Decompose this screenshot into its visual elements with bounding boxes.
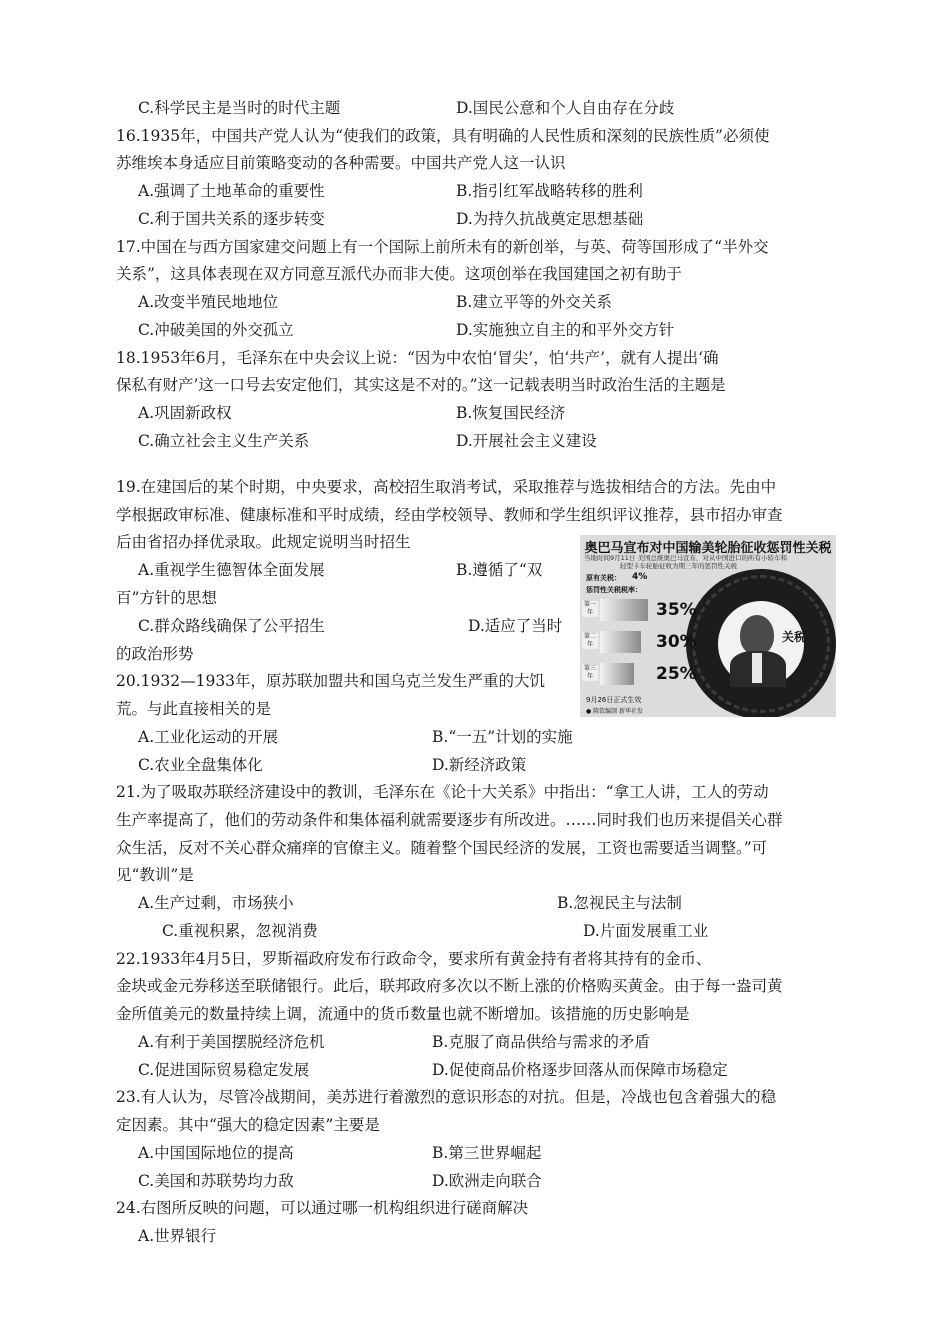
- tariff-infographic: [580, 535, 836, 717]
- q17-option-d: D.实施独立自主的和平外交方针: [456, 321, 675, 339]
- q21-stem-line3: 众生活，反对不关心群众痛痒的官僚主义。随着整个国民经济的发展，工资也需要适当调整。”可: [116, 839, 768, 857]
- q24-option-a: A.世界银行: [138, 1227, 217, 1245]
- q22-option-b: B.克服了商品供给与需求的矛盾: [432, 1033, 650, 1051]
- q23-option-a: A.中国国际地位的提高: [138, 1144, 294, 1162]
- q22-stem-line3: 金所值美元的数量持续上调，流通中的货币数量也就不断增加。该措施的历史影响是: [116, 1005, 690, 1023]
- q15-option-c: C.科学民主是当时的时代主题: [138, 99, 341, 117]
- q21-stem-line1: 21.为了吸取苏联经济建设中的教训，毛泽东在《论十大关系》中指出：“拿工人讲，工人的劳动: [116, 783, 769, 801]
- base-tariff-rate: 4%: [632, 572, 648, 582]
- q18-option-a: A.巩固新政权: [138, 404, 232, 422]
- q22-stem-line1: 22.1933年4月5日，罗斯福政府发布行政命令，要求所有黄金持有者将其持有的金币、: [116, 950, 712, 968]
- q21-option-b: B.忽视民主与法制: [557, 894, 682, 912]
- q18-stem-line2: 保私有财产’这一口号去安定他们，其实这是不对的。”这一记载表明当时政治生活的主题是: [116, 376, 726, 394]
- base-tariff-label: 原有关税：: [586, 574, 621, 582]
- q17-stem-line2: 关系”，这具体表现在双方同意互派代办而非大使。这项创举在我国建国之初有助于: [116, 265, 682, 283]
- q19-option-d-cont: 的政治形势: [116, 645, 194, 663]
- q17-option-b: B.建立平等的外交关系: [456, 293, 612, 311]
- infographic-subtitle-1: 当地时间9月11日 美国总统奥巴马宣布，对从中国进口的所有小轿车和: [584, 554, 787, 562]
- q22-option-d: D.促使商品价格逐步回落从而保障市场稳定: [432, 1061, 728, 1079]
- q16-option-d: D.为持久抗战奠定思想基础: [456, 210, 644, 228]
- q20-option-c: C.农业全盘集体化: [138, 756, 263, 774]
- q21-option-d: D.片面发展重工业: [583, 922, 709, 940]
- q23-stem-line2: 定因素。其中“强大的稳定因素”主要是: [116, 1116, 380, 1134]
- tariff-bar-value: 30%: [656, 632, 697, 652]
- q21-option-c: C.重视积累，忽视消费: [162, 922, 318, 940]
- q15-option-d: D.国民公意和个人自由存在分歧: [456, 99, 675, 117]
- q21-option-a: A.生产过剩，市场狭小: [138, 894, 294, 912]
- q23-stem-line1: 23.有人认为，尽管冷战期间，美苏进行着激烈的意识形态的对抗。但是，冷战也包含着强大的稳: [116, 1088, 777, 1106]
- q17-option-a: A.改变半殖民地地位: [138, 293, 279, 311]
- tariff-bar: [600, 631, 641, 653]
- infographic-credit: ● 陈钦编制 新华社发: [586, 708, 644, 715]
- q19-option-a: A.重视学生德智体全面发展: [138, 561, 325, 579]
- bar-year-label: 第二年: [583, 633, 596, 648]
- q23-option-d: D.欧洲走向联合: [432, 1172, 542, 1190]
- q19-option-b-cont: 百”方针的思想: [116, 589, 217, 607]
- q17-stem-line1: 17.中国在与西方国家建交问题上有一个国际上前所未有的新创举，与英、荷等国形成了“半外交: [116, 238, 769, 256]
- portrait-head: [740, 615, 774, 655]
- q23-option-b: B.第三世界崛起: [432, 1144, 542, 1162]
- tariff-bar: [600, 599, 648, 621]
- q23-option-c: C.美国和苏联势均力敌: [138, 1172, 294, 1190]
- q16-option-a: A.强调了土地革命的重要性: [138, 182, 325, 200]
- q20-option-d: D.新经济政策: [432, 756, 527, 774]
- q24-stem: 24.右图所反映的问题，可以通过哪一机构组织进行磋商解决: [116, 1199, 529, 1217]
- q18-option-b: B.恢复国民经济: [456, 404, 566, 422]
- q19-stem-line1: 19.在建国后的某个时期，中央要求，高校招生取消考试，采取推荐与选拔相结合的方法。先由中: [116, 478, 777, 496]
- q18-option-c: C.确立社会主义生产关系: [138, 432, 310, 450]
- q19-option-b: B.遵循了“双: [456, 561, 543, 579]
- q18-stem-line1: 18.1953年6月，毛泽东在中央会议上说：“因为中农怕‘冒尖’，怕‘共产’，就有人提出‘确: [116, 349, 719, 367]
- q20-option-a: A.工业化运动的开展: [138, 728, 279, 746]
- q19-option-c: C.群众路线确保了公平招生: [138, 617, 325, 635]
- q16-option-b: B.指引红军战略转移的胜利: [456, 182, 643, 200]
- q22-stem-line2: 金块或金元券移送至联储银行。此后，联邦政府多次以不断上涨的价格购买黄金。由于每一盎司黄: [116, 977, 783, 995]
- infographic-title: 奥巴马宣布对中国输美轮胎征收惩罚性关税: [584, 541, 832, 556]
- q22-option-c: C.促进国际贸易稳定发展: [138, 1061, 310, 1079]
- bar-year-label: 第一年: [583, 601, 596, 616]
- penalty-rate-label: 惩罚性关税税率：: [586, 586, 642, 594]
- q21-stem-line2: 生产率提高了，他们的劳动条件和集体福利就需要逐步有所改进。……同时我们也历来提倡关心群: [116, 811, 783, 829]
- q16-stem-line1: 16.1935年，中国共产党人认为“使我们的政策，具有明确的人民性质和深刻的民族性质”必须使: [116, 127, 770, 145]
- infographic-subtitle-2: 轻型卡车轮胎征收为期三年的惩罚性关税: [620, 562, 737, 570]
- q16-stem-line2: 苏维埃本身适应目前策略变动的各种需要。中国共产党人这一认识: [116, 154, 566, 172]
- tariff-bar-value: 35%: [656, 600, 697, 620]
- q20-option-b: B.“一五”计划的实施: [432, 728, 573, 746]
- tariff-tag: 关税: [781, 630, 806, 644]
- q18-option-d: D.开展社会主义建设: [456, 432, 597, 450]
- bar-year-label: 第三年: [583, 665, 596, 680]
- q20-stem-line2: 荒。与此直接相关的是: [116, 700, 272, 718]
- tariff-bar-value: 25%: [656, 664, 697, 684]
- q19-stem-line3: 后由省招办择优录取。此规定说明当时招生: [116, 533, 411, 551]
- q19-stem-line2: 学根据政审标准、健康标准和平时成绩，经由学校领导、教师和学生组织评议推荐，县市招办审查: [116, 506, 783, 524]
- q22-option-a: A.有利于美国摆脱经济危机: [138, 1033, 325, 1051]
- q19-option-d: D.适应了当时: [468, 617, 563, 635]
- q20-stem-line1: 20.1932—1933年，原苏联加盟共和国乌克兰发生严重的大饥: [116, 672, 546, 690]
- q16-option-c: C.利于国共关系的逐步转变: [138, 210, 325, 228]
- q21-stem-line4: 见“教训”是: [116, 866, 194, 884]
- q17-option-c: C.冲破美国的外交孤立: [138, 321, 294, 339]
- tariff-bar: [600, 663, 634, 685]
- effective-date: 9月26日正式生效: [586, 696, 642, 704]
- portrait-shirt: [752, 653, 762, 683]
